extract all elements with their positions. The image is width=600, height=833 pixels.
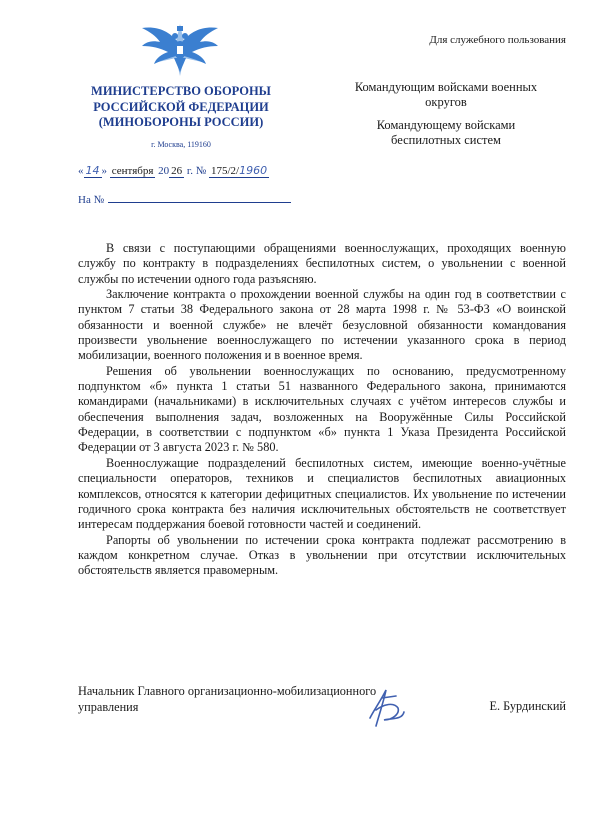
ministry-name bbox=[76, 84, 286, 131]
classification-stamp: Для служебного пользования bbox=[429, 34, 566, 46]
signatory-name: Е. Бурдинский bbox=[489, 699, 566, 713]
date-day: 14 bbox=[85, 164, 100, 177]
body-paragraph: Военнослужащие подразделений беспилотных систем, имеющие военно-учётные специальности операторов, техников и специалистов беспилотных авиационных комплексов, относятся к категории дефицитных специалистов. Их увольнение по истечении годичного срока контракта без наличия исключительных обстоятельств не соответствует интересам поддержания боевой готовности частей и соединений. bbox=[78, 455, 566, 532]
date-close-quote: » bbox=[101, 165, 107, 177]
ministry-line: (МИНОБОРОНЫ РОССИИ) bbox=[98, 115, 264, 129]
date-open-quote: « bbox=[78, 165, 84, 177]
document-date-line bbox=[78, 164, 308, 178]
addressee-2 bbox=[326, 118, 566, 148]
reference-number-line bbox=[78, 192, 291, 206]
signatory-title-line: Начальник Главного организационно-мобилизационного bbox=[78, 684, 377, 698]
date-year-suffix: 26 bbox=[171, 165, 183, 177]
body-paragraph: Заключение контракта о прохождении военной службы на один год в соответствии с пунктом 7 статьи 38 Федерального закона от 28 марта 1998 г. № 53-ФЗ «О воинской обязанности и военной службе» не влечёт безусловной обязанности командования произвести увольнение военнослужащего по истечении указанного срока в период мобилизации, военного положения и в военное время. bbox=[78, 287, 566, 363]
addressee-line: округов bbox=[425, 95, 467, 109]
ministry-line: МИНИСТЕРСТВО ОБОРОНЫ bbox=[91, 84, 271, 98]
ministry-line: РОССИЙСКОЙ ФЕДЕРАЦИИ bbox=[93, 99, 269, 114]
signatory-title-line: управления bbox=[78, 699, 139, 714]
reference-number-blank bbox=[108, 192, 291, 203]
document-number-handwritten: 1960 bbox=[239, 164, 268, 177]
body-paragraph: Рапорты об увольнении по истечении срока контракта подлежат рассмотрению в каждом конкретном случае. Отказ в увольнении при отсутствии исключительных обстоятельств является правомерным. bbox=[78, 532, 566, 578]
document-number: 175/2/ bbox=[210, 165, 240, 177]
body-paragraph: В связи с поступающими обращениями военнослужащих, проходящих военную службу по контракту в подразделениях беспилотных систем, о увольнении с военной службы по истечении одного года разъясняю. bbox=[78, 241, 566, 286]
addressee-line: беспилотных систем bbox=[391, 133, 501, 147]
ministry-address: г. Москва, 119160 bbox=[151, 140, 211, 149]
addressee-line: Командующему войсками bbox=[376, 118, 516, 132]
reference-number-label: На № bbox=[78, 194, 105, 206]
date-month: сентября bbox=[111, 165, 154, 177]
addressee-line: Командующим войсками военных bbox=[354, 80, 538, 94]
handwritten-signature-icon bbox=[362, 680, 412, 732]
ministry-emblem-icon bbox=[138, 20, 222, 80]
body-paragraph: Решения об увольнении военнослужащих по основанию, предусмотренному подпунктом «б» пункта 1 статьи 51 названного Федерального закона, принимаются командирами (начальниками) в исключительных случаях с учётом интересов службы и обеспечения выполнения задач, возложенных на Вооружённые Силы Российской Федерации, в соответствии с подпунктом «б» пункта 1 Указа Президента Российской Федерации от 3 августа 2023 г. № 580. bbox=[78, 363, 566, 455]
date-year-prefix: 20 bbox=[158, 165, 170, 177]
date-number-label: г. № bbox=[186, 165, 207, 177]
letter-body bbox=[78, 241, 566, 579]
addressee-1 bbox=[326, 80, 566, 110]
